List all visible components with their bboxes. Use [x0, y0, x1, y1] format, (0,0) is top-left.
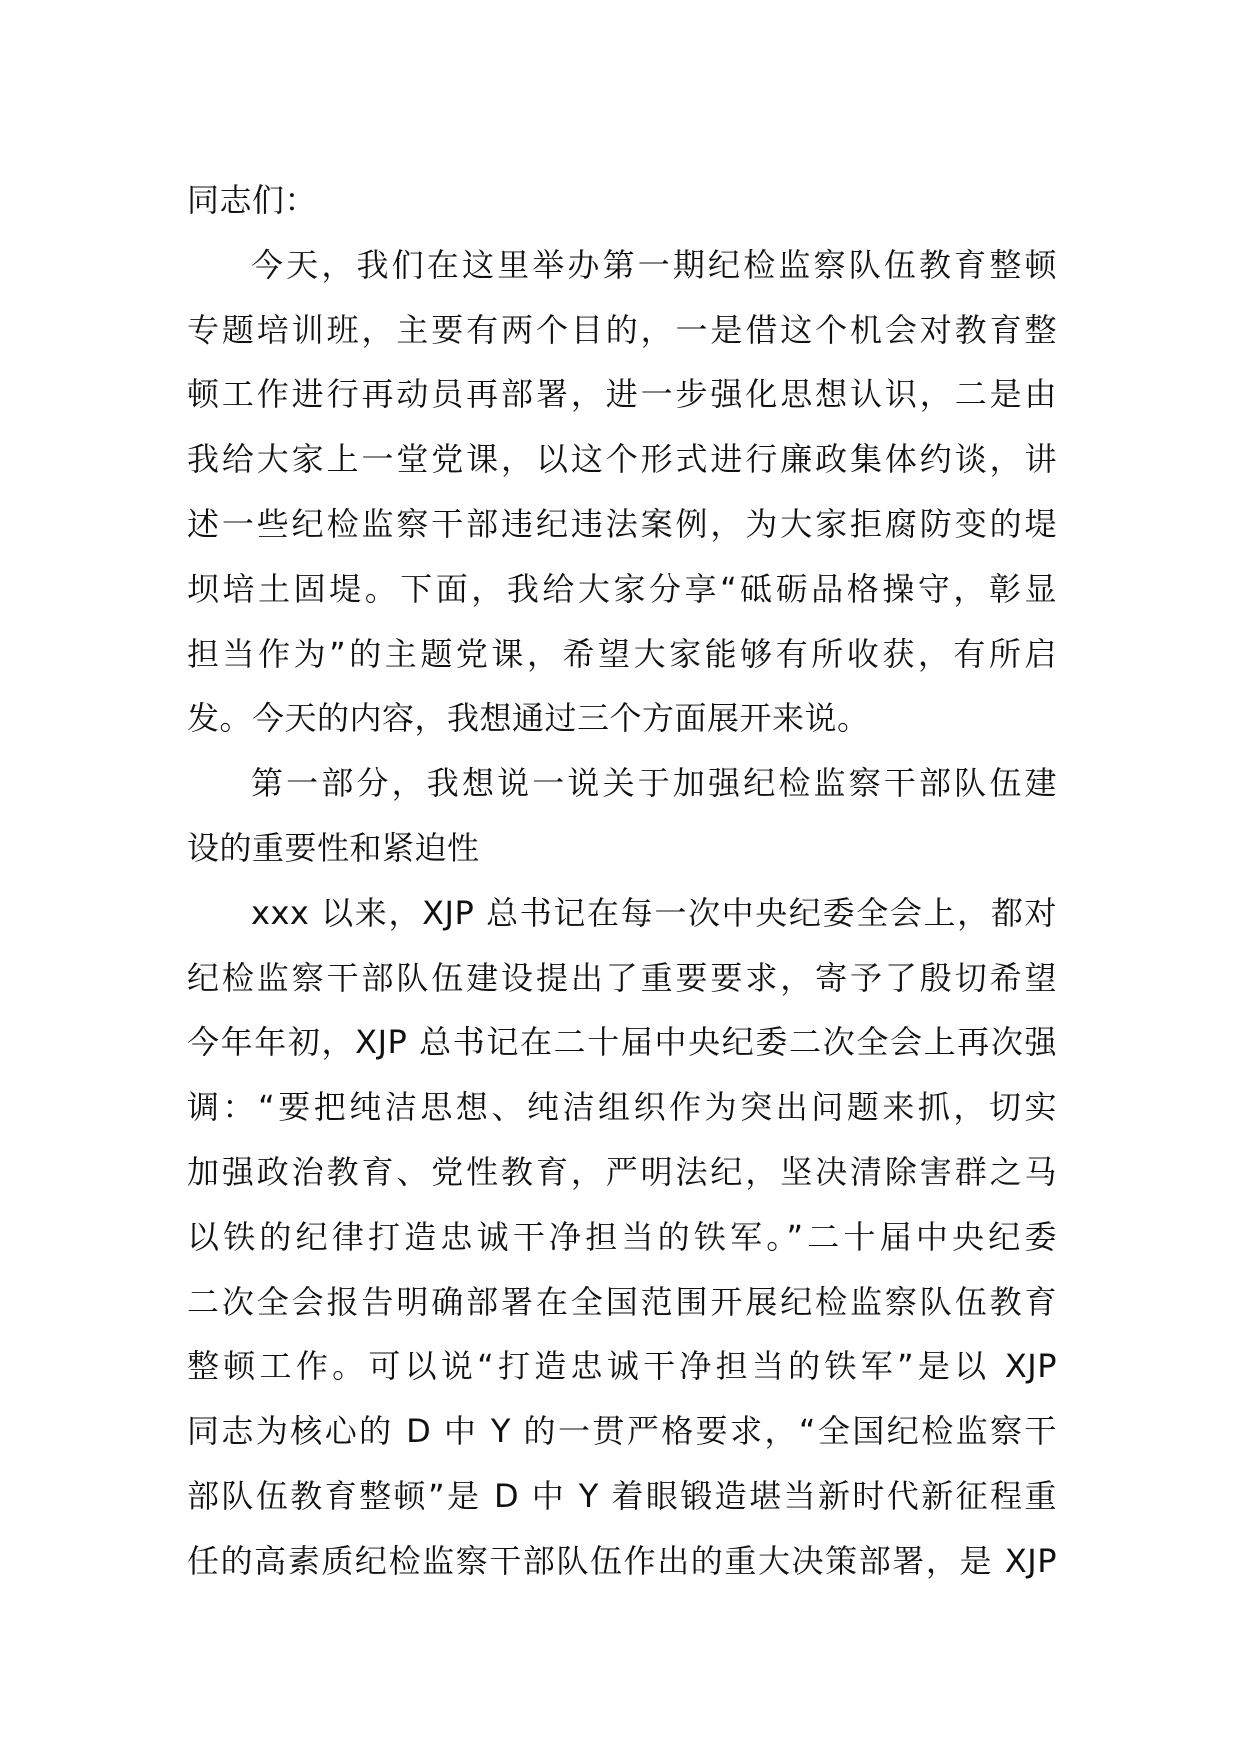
paragraph-line: 调：“要把纯洁思想、纯洁组织作为突出问题来抓，切实	[187, 1088, 1057, 1127]
paragraph-line: 担当作为”的主题党课，希望大家能够有所收获，有所启	[187, 634, 1057, 673]
paragraph-line: 部队伍教育整顿”是 D 中 Y 着眼锻造堪当新时代新征程重	[187, 1476, 1057, 1515]
paragraph-line: 同志为核心的 D 中 Y 的一贯严格要求，“全国纪检监察干	[187, 1412, 1057, 1451]
paragraph-line: 纪检监察干部队伍建设提出了重要要求，寄予了殷切希望	[187, 958, 1057, 997]
paragraph-line: xxx 以来，XJP 总书记在每一次中央纪委全会上，都对	[251, 893, 1057, 932]
paragraph-line: 以铁的纪律打造忠诚干净担当的铁军。”二十届中央纪委	[187, 1217, 1057, 1256]
paragraph-line: 述一些纪检监察干部违纪违法案例，为大家拒腐防变的堤	[187, 504, 1057, 543]
paragraph-line: 专题培训班，主要有两个目的，一是借这个机会对教育整	[187, 310, 1057, 349]
section-heading-line: 第一部分，我想说一说关于加强纪检监察干部队伍建	[251, 764, 1057, 803]
paragraph-line: 今年年初，XJP 总书记在二十届中央纪委二次全会上再次强	[187, 1023, 1057, 1062]
document-body	[187, 168, 1057, 1594]
paragraph-line: 任的高素质纪检监察干部队伍作出的重大决策部署，是 XJP	[187, 1541, 1057, 1580]
salutation-line: 同志们：	[187, 181, 318, 219]
paragraph-line: 加强政治教育、党性教育，严明法纪，坚决清除害群之马	[187, 1152, 1057, 1191]
paragraph-line: 发。今天的内容，我想通过三个方面展开来说。	[187, 699, 870, 738]
paragraph-line: 顿工作进行再动员再部署，进一步强化思想认识，二是由	[187, 375, 1057, 414]
paragraph-line: 我给大家上一堂党课，以这个形式进行廉政集体约谈，讲	[187, 440, 1057, 479]
paragraph-line: 整顿工作。可以说“打造忠诚干净担当的铁军”是以 XJP	[187, 1347, 1057, 1386]
section-heading-line: 设的重要性和紧迫性	[187, 828, 480, 867]
paragraph-line: 坝培土固堤。下面，我给大家分享“砥砺品格操守，彰显	[187, 569, 1057, 608]
paragraph-line: 二次全会报告明确部署在全国范围开展纪检监察队伍教育	[187, 1282, 1057, 1321]
paragraph-line: 今天，我们在这里举办第一期纪检监察队伍教育整顿	[251, 245, 1057, 284]
